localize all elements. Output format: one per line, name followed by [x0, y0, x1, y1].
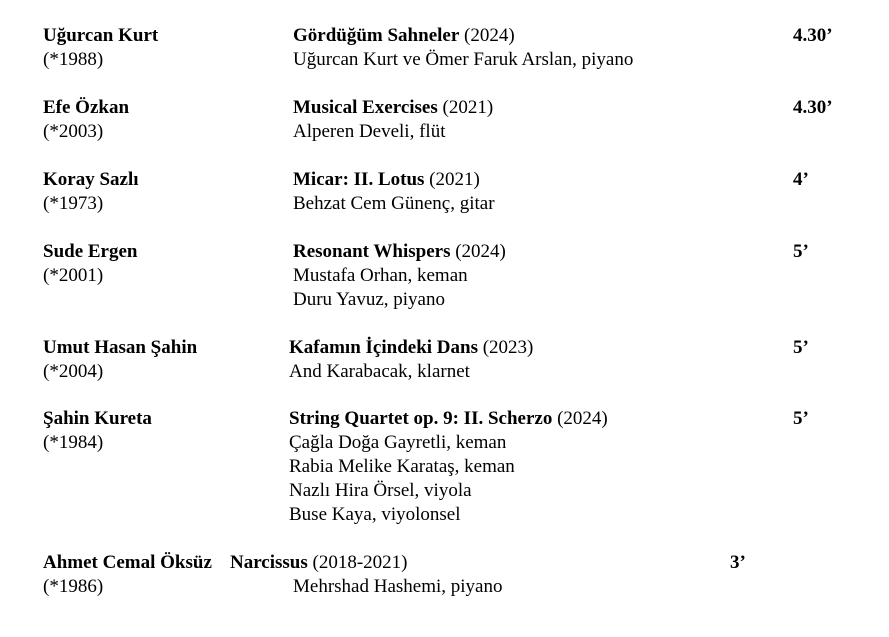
work-year: (2021) [442, 97, 494, 118]
work-title: Gördüğüm Sahneler [293, 25, 460, 46]
performer: Mustafa Orhan, keman [293, 265, 468, 286]
performer: Rabia Melike Karataş, keman [289, 456, 515, 477]
performer: And Karabacak, klarnet [289, 361, 470, 382]
performer: Behzat Cem Günenç, gitar [293, 193, 495, 214]
performer: Nazlı Hira Örsel, viyola [289, 480, 472, 501]
performer: Uğurcan Kurt ve Ömer Faruk Arslan, piyano [293, 49, 634, 70]
work-title: Narcissus [230, 552, 308, 573]
composer-name: Uğurcan Kurt [43, 25, 159, 46]
duration: 4.30’ [793, 97, 833, 118]
composer-birth-year: (*1986) [43, 576, 104, 597]
performer: Alperen Develi, flüt [293, 121, 446, 142]
work-title: Resonant Whispers [293, 241, 451, 262]
duration: 5’ [793, 408, 809, 429]
work-title-line [230, 551, 408, 575]
composer-name: Efe Özkan [43, 97, 130, 118]
work-title-line [293, 96, 493, 120]
duration: 4.30’ [793, 25, 833, 46]
work-year: (2024) [464, 25, 515, 46]
composer-birth-year: (*1984) [43, 432, 104, 453]
performer: Buse Kaya, viyolonsel [289, 504, 461, 525]
composer-name: Ahmet Cemal Öksüz [43, 552, 212, 573]
duration: 4’ [793, 169, 809, 190]
work-title-line [289, 336, 533, 360]
performer: Duru Yavuz, piyano [293, 289, 445, 310]
performer: Çağla Doğa Gayretli, keman [289, 432, 507, 453]
work-title-line [293, 168, 480, 192]
duration: 5’ [793, 337, 809, 358]
work-title: Micar: II. Lotus [293, 169, 425, 190]
performer: Mehrshad Hashemi, piyano [293, 576, 503, 597]
duration: 5’ [793, 241, 809, 262]
work-year: (2018-2021) [312, 552, 408, 573]
composer-name: Sude Ergen [43, 241, 138, 262]
work-year: (2024) [557, 408, 608, 429]
composer-name: Koray Sazlı [43, 169, 139, 190]
work-year: (2024) [455, 241, 506, 262]
work-title: String Quartet op. 9: II. Scherzo [289, 408, 553, 429]
work-title-line [293, 24, 515, 48]
composer-birth-year: (*1988) [43, 49, 104, 70]
work-title-line [289, 407, 608, 431]
composer-birth-year: (*2001) [43, 265, 104, 286]
work-title-line [293, 240, 506, 264]
work-title: Kafamın İçindeki Dans [289, 337, 478, 358]
work-title: Musical Exercises [293, 97, 438, 118]
duration: 3’ [730, 552, 746, 573]
composer-name: Şahin Kureta [43, 408, 152, 429]
work-year: (2023) [482, 337, 534, 358]
composer-birth-year: (*2004) [43, 361, 104, 382]
composer-birth-year: (*2003) [43, 121, 104, 142]
work-year: (2021) [429, 169, 480, 190]
composer-name: Umut Hasan Şahin [43, 337, 198, 358]
composer-birth-year: (*1973) [43, 193, 104, 214]
